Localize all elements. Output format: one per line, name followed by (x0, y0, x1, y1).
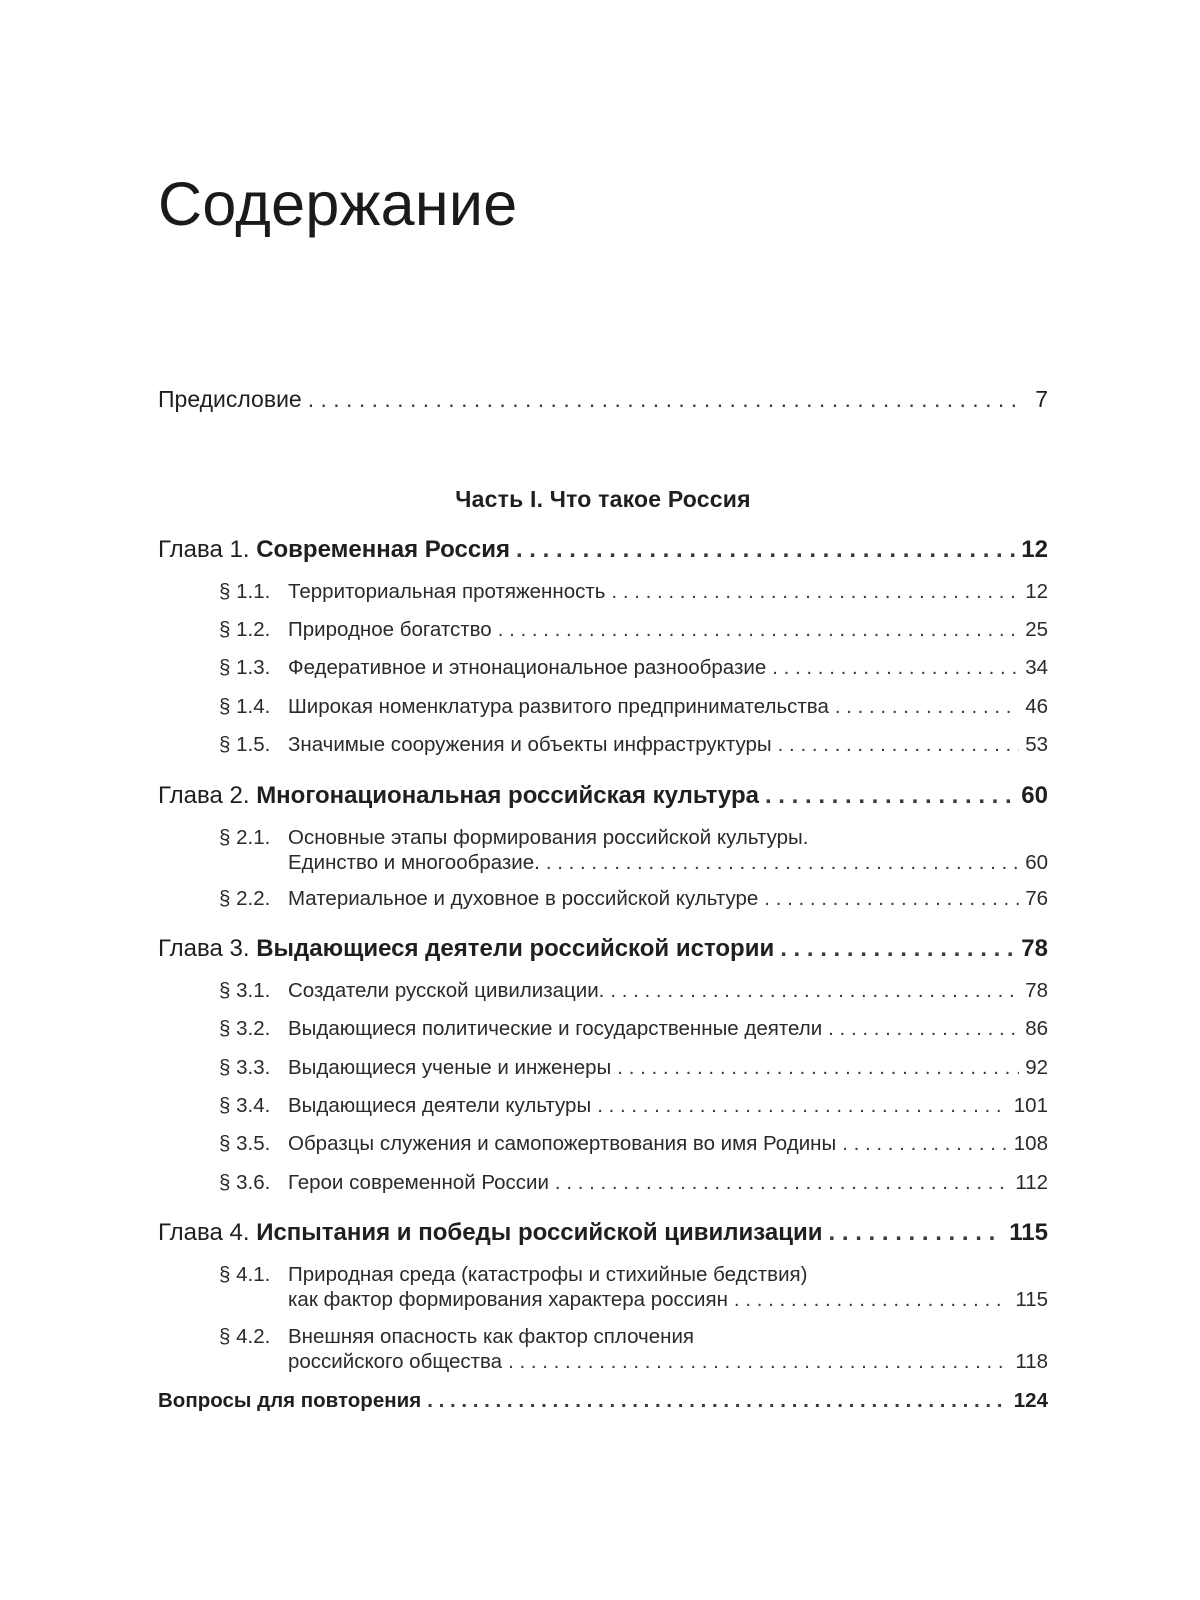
toc-section-3-1[interactable] (219, 979, 1048, 1003)
toc-page-number: 60 (1025, 850, 1048, 874)
chapter-prefix: Глава 3. (158, 935, 250, 962)
page-title: Содержание (158, 170, 518, 238)
section-number: § 1.5. (219, 733, 271, 756)
section-number: § 3.6. (219, 1171, 271, 1194)
toc-section-2-1[interactable] (219, 826, 1048, 875)
toc-entry-review-questions[interactable] (158, 1389, 1048, 1413)
toc-page-number: 12 (1025, 580, 1048, 603)
toc-chapter-1[interactable] (158, 536, 1048, 564)
toc-section-3-3[interactable] (219, 1056, 1048, 1080)
chapter-prefix: Глава 4. (158, 1219, 250, 1246)
section-number: § 3.2. (219, 1017, 271, 1040)
dot-leader (828, 1017, 1019, 1041)
section-title: Выдающиеся деятели культуры (288, 1094, 592, 1117)
chapter-title: Испытания и победы российской цивилизации (256, 1219, 823, 1246)
toc-chapter-3[interactable] (158, 935, 1048, 963)
toc-section-2-2[interactable] (219, 887, 1048, 911)
section-number: § 2.1. (219, 826, 271, 849)
section-title-line2: как фактор формирования характера россиян (288, 1287, 728, 1311)
toc-page-number: 92 (1025, 1056, 1048, 1079)
section-number: § 1.1. (219, 580, 271, 603)
section-title: Природное богатство (288, 618, 492, 641)
chapter-title: Многонациональная российская культура (256, 782, 759, 809)
dot-leader (835, 695, 1019, 719)
dot-leader (829, 1219, 1004, 1247)
toc-page (158, 0, 1048, 1600)
section-number: § 3.1. (219, 979, 271, 1002)
toc-section-3-6[interactable] (219, 1171, 1048, 1195)
toc-entry-preface[interactable] (158, 386, 1048, 412)
dot-leader (778, 733, 1020, 757)
dot-leader (734, 1288, 1009, 1313)
toc-page-number: 118 (1015, 1349, 1048, 1373)
dot-leader (772, 656, 1019, 680)
dot-leader (498, 618, 1019, 642)
toc-page-number: 7 (1035, 386, 1048, 412)
toc-section-1-4[interactable] (219, 695, 1048, 719)
section-number: § 1.2. (219, 618, 271, 641)
section-number: § 4.2. (219, 1325, 271, 1348)
chapter-prefix: Глава 2. (158, 782, 250, 809)
toc-page-number: 78 (1025, 979, 1048, 1002)
toc-page-number: 78 (1021, 935, 1048, 962)
toc-page-number: 12 (1021, 536, 1048, 563)
toc-page-number: 124 (1013, 1389, 1048, 1412)
toc-page-number: 112 (1015, 1171, 1048, 1194)
dot-leader (617, 1056, 1019, 1080)
section-number: § 3.4. (219, 1094, 271, 1117)
toc-page-number: 53 (1025, 733, 1048, 756)
toc-page-number: 86 (1025, 1017, 1048, 1040)
toc-page-number: 76 (1025, 887, 1048, 910)
section-title: Выдающиеся политические и государственные деятели (288, 1017, 823, 1040)
toc-page-number: 46 (1025, 695, 1048, 718)
chapter-prefix: Глава 1. (158, 536, 250, 563)
section-title-line2: российского общества (288, 1349, 503, 1373)
toc-page-number: 60 (1021, 782, 1048, 809)
toc-page-number: 115 (1009, 1219, 1048, 1246)
dot-leader (546, 851, 1019, 876)
toc-section-3-4[interactable] (219, 1094, 1048, 1118)
section-title: Значимые сооружения и объекты инфраструктуры (288, 733, 772, 756)
dot-leader (611, 580, 1019, 604)
section-number: § 4.1. (219, 1263, 271, 1286)
section-number: § 3.3. (219, 1056, 271, 1079)
section-title: Выдающиеся ученые и инженеры (288, 1056, 612, 1079)
toc-chapter-4[interactable] (158, 1219, 1048, 1247)
dot-leader (555, 1171, 1009, 1195)
dot-leader (516, 536, 1015, 564)
toc-page-number: 115 (1015, 1287, 1048, 1311)
section-number: § 1.3. (219, 656, 271, 679)
dot-leader (308, 386, 1022, 412)
dot-leader (508, 1350, 1009, 1375)
toc-section-1-1[interactable] (219, 580, 1048, 604)
toc-section-4-1[interactable] (219, 1263, 1048, 1312)
section-number: § 3.5. (219, 1132, 271, 1155)
section-title-line1: Природная среда (катастрофы и стихийные бедствия) (288, 1263, 808, 1286)
dot-leader (610, 979, 1019, 1003)
section-title-line1: Основные этапы формирования российской культуры. (288, 826, 809, 849)
chapter-title: Современная Россия (256, 536, 510, 563)
section-title: Федеративное и этнонациональное разнообразие (288, 656, 767, 679)
toc-page-number: 25 (1025, 618, 1048, 641)
section-title: Материальное и духовное в российской культуре (288, 887, 759, 910)
toc-section-3-2[interactable] (219, 1017, 1048, 1041)
section-title-line1: Внешняя опасность как фактор сплочения (288, 1325, 695, 1348)
section-number: § 2.2. (219, 887, 271, 910)
toc-entry-label: Предисловие (158, 386, 302, 412)
dot-leader (842, 1132, 1008, 1156)
chapter-title: Выдающиеся деятели российской истории (256, 935, 775, 962)
toc-page-number: 108 (1013, 1132, 1048, 1155)
section-title-line2: Единство и многообразие. (288, 850, 540, 874)
toc-entry-label: Вопросы для повторения (158, 1389, 422, 1412)
dot-leader (765, 782, 1015, 810)
toc-section-1-5[interactable] (219, 733, 1048, 757)
dot-leader (764, 887, 1019, 911)
toc-page-number: 34 (1025, 656, 1048, 679)
section-title: Образцы служения и самопожертвования во имя Родины (288, 1132, 837, 1155)
section-title: Герои современной России (288, 1171, 549, 1194)
part-heading: Часть I. Что такое Россия (455, 486, 751, 512)
toc-section-3-5[interactable] (219, 1132, 1048, 1156)
toc-page-number: 101 (1013, 1094, 1048, 1117)
dot-leader (780, 935, 1015, 963)
toc-section-4-2[interactable] (219, 1325, 1048, 1374)
section-title: Широкая номенклатура развитого предпринимательства (288, 695, 829, 718)
section-title: Создатели русской цивилизации. (288, 979, 605, 1002)
toc-section-1-2[interactable] (219, 618, 1048, 642)
dot-leader (597, 1094, 1008, 1118)
toc-section-1-3[interactable] (219, 656, 1048, 680)
dot-leader (427, 1389, 1008, 1413)
section-number: § 1.4. (219, 695, 271, 718)
section-title: Территориальная протяженность (288, 580, 606, 603)
toc-chapter-2[interactable] (158, 782, 1048, 810)
